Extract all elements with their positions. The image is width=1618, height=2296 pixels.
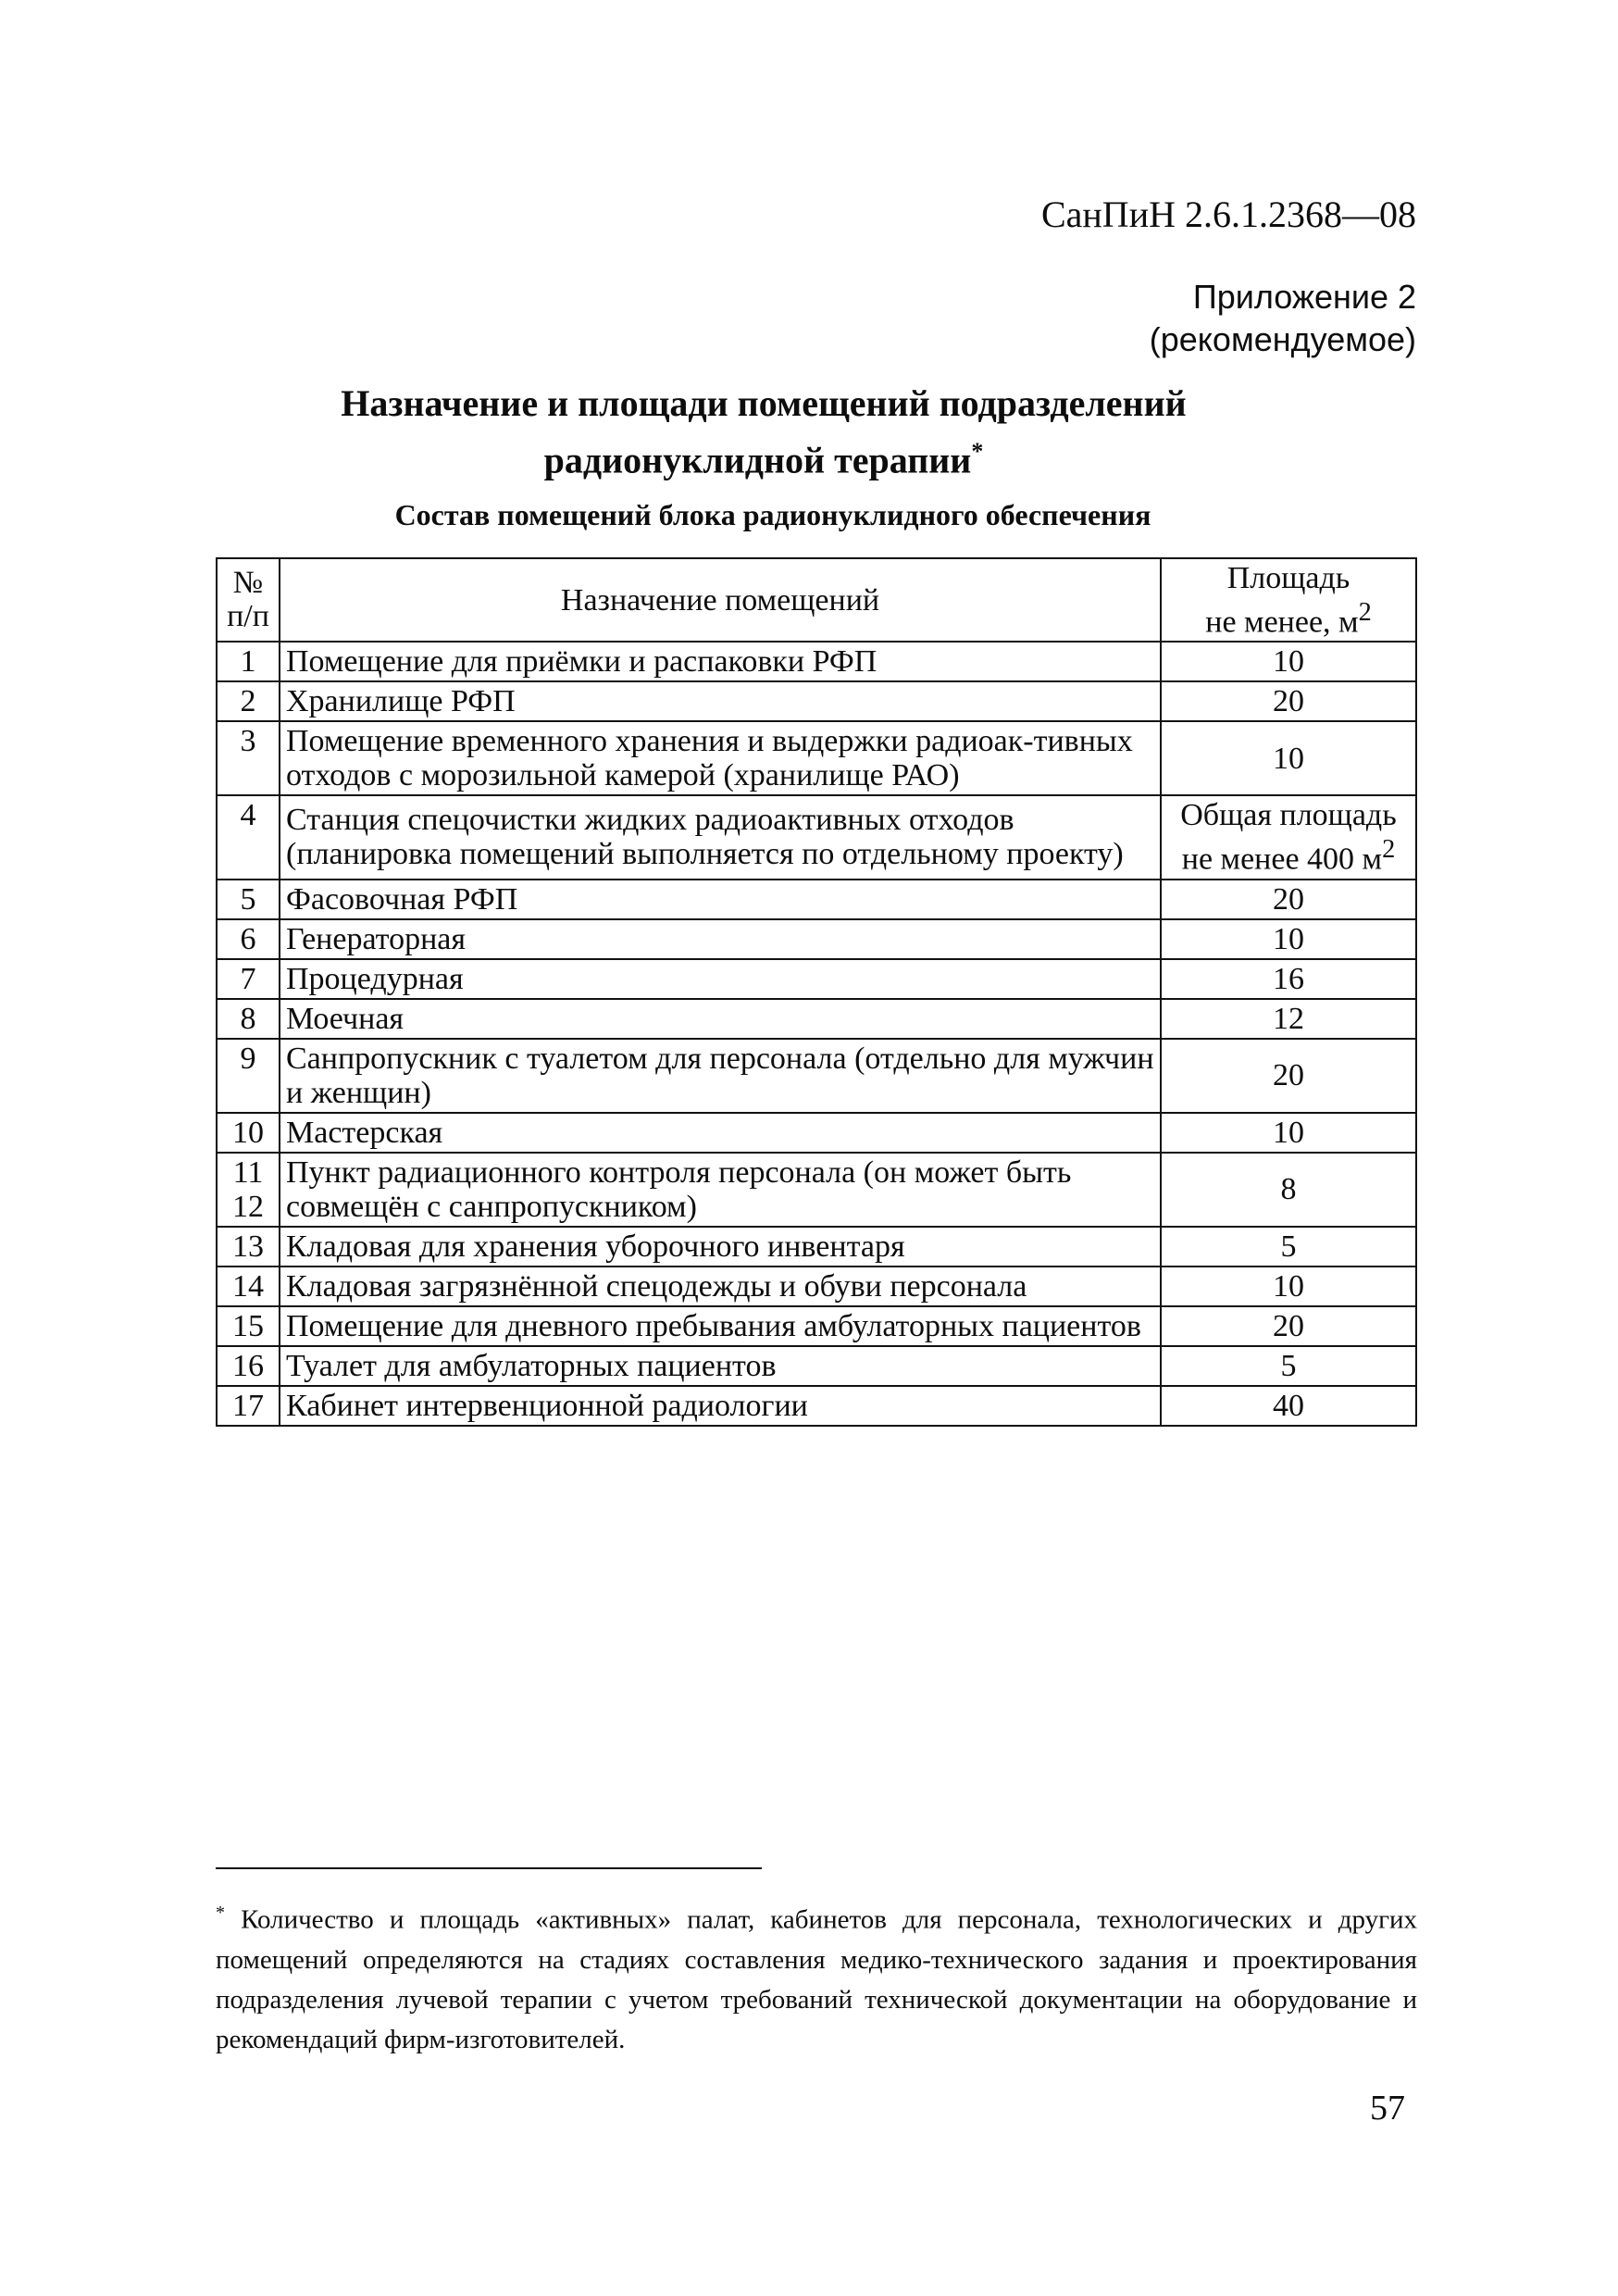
title-line-2: [278, 428, 1250, 484]
row-room-name: Кладовая загрязнённой спецодежды и обуви персонала: [280, 1267, 1161, 1306]
page-number: 57: [1370, 2089, 1405, 2128]
table-row: [217, 999, 1416, 1039]
header-area-sup: 2: [1358, 598, 1372, 627]
row-area-sup: 2: [1382, 835, 1396, 865]
row-room-name: Помещение для приёмки и распаковки РФП: [280, 642, 1161, 681]
row-area: 8: [1161, 1153, 1416, 1227]
row-area: 5: [1161, 1227, 1416, 1267]
row-room-name: Помещение для дневного пребывания амбулаторных пациентов: [280, 1306, 1161, 1346]
page-title: [278, 380, 1250, 484]
row-number: 7: [217, 959, 280, 999]
row-number: 6: [217, 919, 280, 959]
row-area: 40: [1161, 1386, 1416, 1426]
row-number: 3: [217, 721, 280, 795]
row-area: 20: [1161, 880, 1416, 919]
appendix-status: (рекомендуемое): [1149, 320, 1416, 358]
row-area: 10: [1161, 721, 1416, 795]
appendix-number: Приложение 2: [1192, 278, 1416, 316]
row-room-name: Кабинет интервенционной радиологии: [280, 1386, 1161, 1426]
footnote-mark: *: [216, 1903, 225, 1923]
section-subtitle: Состав помещений блока радионуклидного обеспечения: [394, 498, 1151, 531]
appendix-label: [1150, 276, 1416, 361]
header-area: [1161, 558, 1416, 642]
footnote: [216, 1893, 1417, 2060]
row-room-name: Помещение временного хранения и выдержки радиоак-тивных отходов с морозильной камерой (хранилище РАО): [280, 721, 1161, 795]
row-number: 8: [217, 999, 280, 1039]
row-number: 10: [217, 1113, 280, 1153]
row-number: 15: [217, 1306, 280, 1346]
row-number: 1: [217, 642, 280, 681]
row-area: 10: [1161, 919, 1416, 959]
row-room-name: Туалет для амбулаторных пациентов: [280, 1346, 1161, 1386]
row-number-11: 11: [232, 1154, 264, 1190]
document-code: СанПиН 2.6.1.2368—08: [1040, 193, 1416, 235]
row-area: 10: [1161, 642, 1416, 681]
row-area-unit: не менее 400 м: [1181, 842, 1383, 877]
table-row: [217, 1153, 1416, 1227]
rooms-table: [216, 557, 1417, 1427]
row-room-name: Пункт радиационного контроля персонала (он может быть совмещён с санпропускником): [280, 1153, 1161, 1227]
footnote-text: Количество и площадь «активных» палат, кабинетов для персонала, технологических и других помещений определяются на стадиях составления медико-технического задания и проектирования подразделения лучевой терапии с учетом требований технической документации на оборудование и рекомендаций фирм-изготовителей.: [216, 1904, 1418, 2054]
table-header-row: [217, 558, 1416, 642]
row-number: 4: [217, 795, 280, 879]
row-area: 5: [1161, 1346, 1416, 1386]
row-room-name: Процедурная: [280, 959, 1161, 999]
table-row: [217, 1267, 1416, 1306]
table-row: [217, 1306, 1416, 1346]
row-number: 5: [217, 880, 280, 919]
header-area-line-2: [1167, 595, 1410, 639]
row-area: 20: [1161, 1039, 1416, 1113]
title-footnote-mark: *: [971, 438, 984, 465]
table-row: [217, 795, 1416, 879]
footnote-separator: [216, 1867, 762, 1869]
row-number-12: 12: [232, 1189, 264, 1224]
row-room-name: Генераторная: [280, 919, 1161, 959]
row-number: [217, 1153, 280, 1227]
table-row: [217, 721, 1416, 795]
header-area-unit: не менее, м: [1205, 605, 1359, 640]
table-row: [217, 681, 1416, 721]
table-row: [217, 959, 1416, 999]
table-row: [217, 642, 1416, 681]
row-area: 12: [1161, 999, 1416, 1039]
row-number: 2: [217, 681, 280, 721]
row-number: 14: [217, 1267, 280, 1306]
row-room-name: Санпропускник с туалетом для персонала (отдельно для мужчин и женщин): [280, 1039, 1161, 1113]
header-number-symbol: №: [232, 566, 264, 601]
row-area-line-2: [1167, 832, 1410, 876]
row-number: 13: [217, 1227, 280, 1267]
table-row: [217, 880, 1416, 919]
table-row: [217, 1113, 1416, 1153]
row-number: 17: [217, 1386, 280, 1426]
row-room-name: Мастерская: [280, 1113, 1161, 1153]
row-room-name: Моечная: [280, 999, 1161, 1039]
header-area-line-1: Площадь: [1226, 561, 1350, 595]
row-area: 10: [1161, 1267, 1416, 1306]
title-line-2-text: радионуклидной терапии: [543, 439, 972, 481]
table-row: [217, 1227, 1416, 1267]
table-row: [217, 919, 1416, 959]
row-room-name: Кладовая для хранения уборочного инвентаря: [280, 1227, 1161, 1267]
header-number-abbr: п/п: [227, 599, 269, 634]
table-row: [217, 1039, 1416, 1113]
row-area-line-1: Общая площадь: [1180, 798, 1397, 833]
row-area: 20: [1161, 1306, 1416, 1346]
row-area: 20: [1161, 681, 1416, 721]
row-area: 16: [1161, 959, 1416, 999]
header-room-purpose: Назначение помещений: [280, 558, 1161, 642]
row-number: 16: [217, 1346, 280, 1386]
table-row: [217, 1346, 1416, 1386]
row-number: 9: [217, 1039, 280, 1113]
title-line-1: Назначение и площади помещений подразделений: [341, 382, 1187, 424]
table-row: [217, 1386, 1416, 1426]
row-room-name: Хранилище РФП: [280, 681, 1161, 721]
header-number: [217, 558, 280, 642]
row-area: [1161, 795, 1416, 879]
row-room-name: Станция спецочистки жидких радиоактивных отходов (планировка помещений выполняется по отдельному проекту): [280, 795, 1161, 879]
row-area: 10: [1161, 1113, 1416, 1153]
row-room-name: Фасовочная РФП: [280, 880, 1161, 919]
